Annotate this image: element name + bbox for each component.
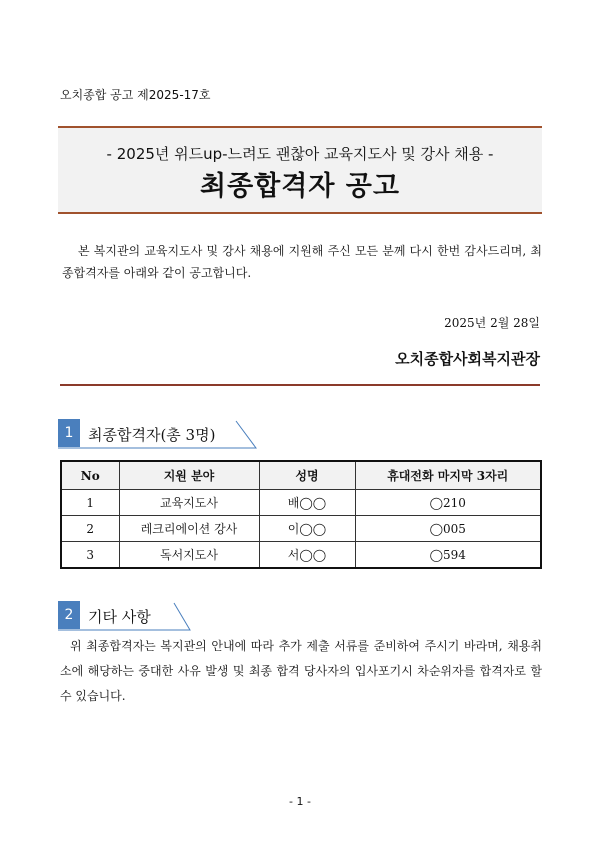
page-number: - 1 - bbox=[289, 795, 311, 808]
final-results-table bbox=[60, 460, 542, 569]
cell-phone: ◯005 bbox=[355, 516, 541, 542]
cell-field: 교육지도사 bbox=[119, 490, 259, 516]
table-row bbox=[61, 516, 541, 542]
notice-title: 최종합격자 공고 bbox=[200, 171, 400, 202]
column-header-phone: 휴대전화 마지막 3자리 bbox=[355, 461, 541, 490]
column-header-name: 성명 bbox=[259, 461, 355, 490]
section-1-heading bbox=[58, 419, 258, 449]
cell-field: 레크리에이션 강사 bbox=[119, 516, 259, 542]
table-header-row bbox=[61, 461, 541, 490]
divider bbox=[60, 384, 540, 386]
title-box bbox=[58, 126, 542, 214]
table-row bbox=[61, 490, 541, 516]
notice-number: 오치종합 공고 제2025-17호 bbox=[60, 88, 211, 102]
section-title: 최종합격자(총 3명) bbox=[88, 426, 216, 444]
cell-no: 3 bbox=[61, 542, 119, 569]
cell-name: 이◯◯ bbox=[259, 516, 355, 542]
notice-subtitle: - 2025년 위드up-느려도 괜찮아 교육지도사 및 강사 채용 - bbox=[106, 145, 494, 163]
section-2-heading bbox=[58, 601, 198, 631]
cell-no: 1 bbox=[61, 490, 119, 516]
table-row bbox=[61, 542, 541, 569]
section-number-badge: 1 bbox=[58, 419, 80, 447]
other-notes-paragraph: 위 최종합격자는 복지관의 안내에 따라 추가 제출 서류를 준비하여 주시기 바라며, 채용취소에 해당하는 중대한 사유 발생 및 최종 합격 당사자의 입사포기시 차순위자를 합격자로 할 수 있습니다. bbox=[60, 639, 542, 703]
cell-field: 독서지도사 bbox=[119, 542, 259, 569]
notice-date: 2025년 2월 28일 bbox=[444, 316, 540, 330]
cell-no: 2 bbox=[61, 516, 119, 542]
cell-phone: ◯210 bbox=[355, 490, 541, 516]
organization-name: 오치종합사회복지관장 bbox=[395, 350, 540, 368]
cell-name: 서◯◯ bbox=[259, 542, 355, 569]
column-header-no: No bbox=[61, 461, 119, 490]
column-header-field: 지원 분야 bbox=[119, 461, 259, 490]
section-title: 기타 사항 bbox=[88, 608, 151, 626]
section-number-badge: 2 bbox=[58, 601, 80, 629]
cell-phone: ◯594 bbox=[355, 542, 541, 569]
cell-name: 배◯◯ bbox=[259, 490, 355, 516]
intro-paragraph: 본 복지관의 교육지도사 및 강사 채용에 지원해 주신 모든 분께 다시 한번 감사드리며, 최종합격자를 아래와 같이 공고합니다. bbox=[62, 244, 542, 280]
